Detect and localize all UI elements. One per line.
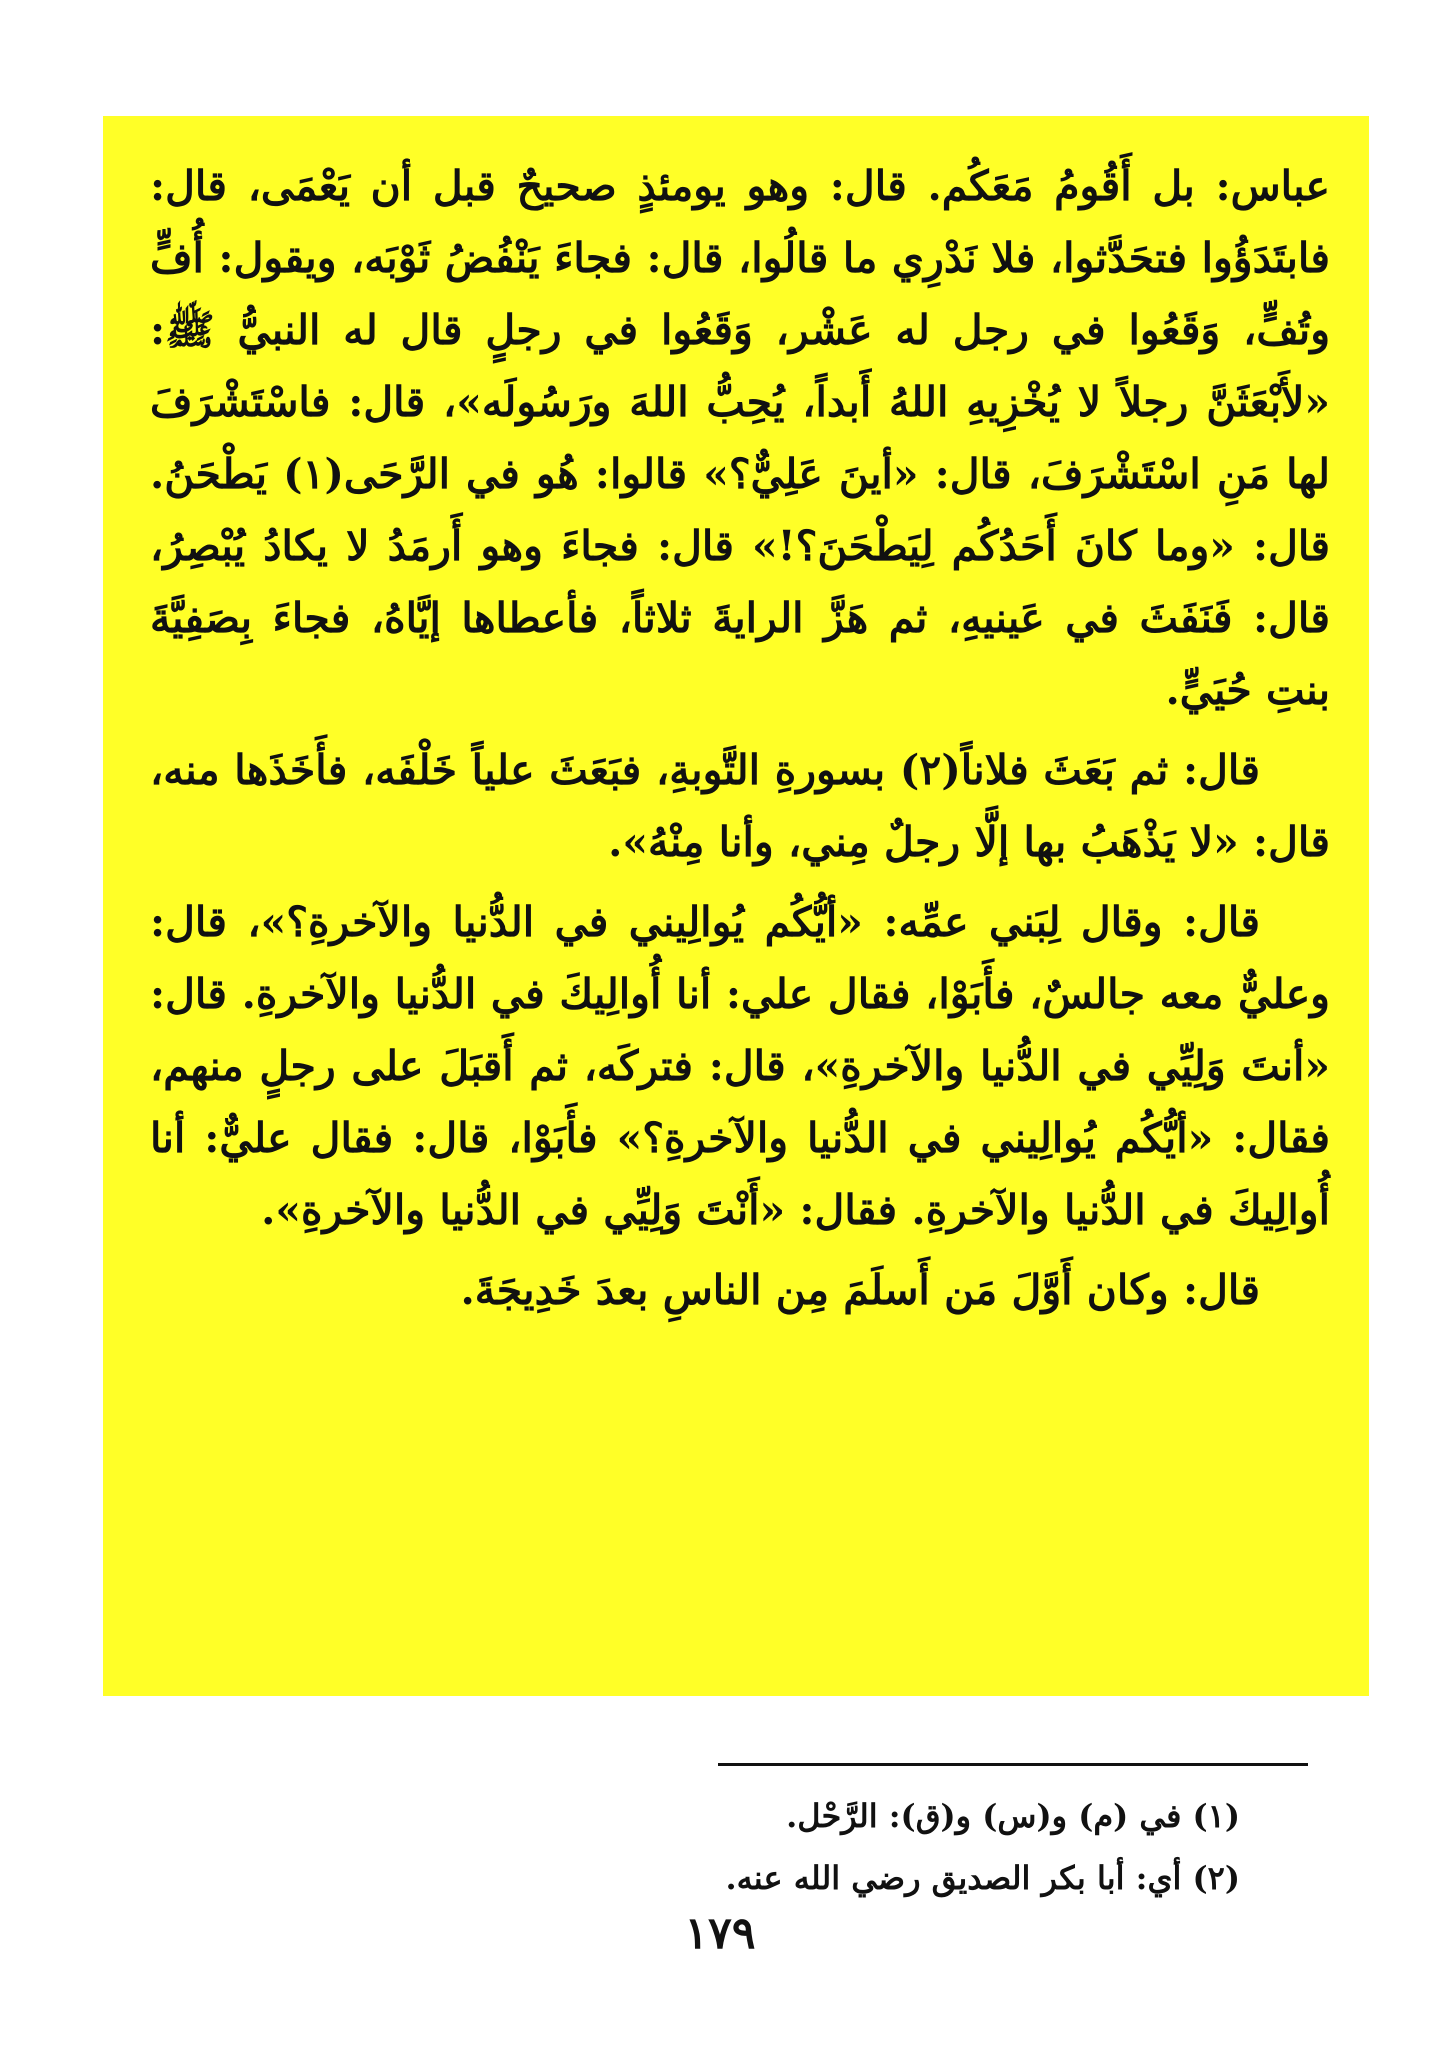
footnotes	[600, 1785, 1240, 1909]
footnote-separator	[718, 1763, 1308, 1766]
footnote-2: (٢) أي: أبا بكر الصديق رضي الله عنه.	[725, 1859, 1240, 1897]
page-number: ١٧٩	[684, 1908, 756, 1959]
paragraph-3: قال: وقال لِبَني عمِّه: «أيُّكُم يُوالِيني في الدُّنيا والآخرةِ؟»، قال: وعليٌّ معه جالسٌ، فأَبَوْا، فقال علي: أنا أُوالِيكَ في الدُّنيا والآخرةِ. قال: «أنتَ وَلِيِّي في الدُّنيا والآخرةِ»، قال: فتركَه، ثم أَقبَلَ على رجلٍ منهم، فقال: «أيُّكُم يُوالِيني في الدُّنيا والآخرةِ؟» فأَبَوْا، قال: فقال عليٌّ: أنا أُوالِيكَ في الدُّنيا والآخرةِ. فقال: «أَنْتَ وَلِيِّي في الدُّنيا والآخرةِ».	[150, 898, 1330, 1234]
paragraph-4: قال: وكان أَوَّلَ مَن أَسلَمَ مِن الناسِ بعدَ خَدِيجَةَ.	[460, 1266, 1260, 1314]
footnote-1: (١) في (م) و(س) و(ق): الرَّحْل.	[786, 1797, 1240, 1835]
paragraph-2: قال: ثم بَعَثَ فلاناً(٢) بسورةِ التَّوبةِ، فبَعَثَ علياً خَلْفَه، فأَخَذَها منه، قال: «لا يَذْهَبُ بها إلَّا رجلٌ مِني، وأنا مِنْهُ».	[150, 746, 1330, 866]
paragraph-1: عباس: بل أَقُومُ مَعَكُم. قال: وهو يومئذٍ صحيحٌ قبل أن يَعْمَى، قال: فابتَدَؤُوا فتحَدَّثوا، فلا نَدْرِي ما قالُوا، قال: فجاءَ يَنْفُضُ ثَوْبَه، ويقول: أُفٍّ وتُفٍّ، وَقَعُوا في رجل له عَشْر، وَقَعُوا في رجلٍ قال له النبيُّ ﷺ: «لأَبْعَثَنَّ رجلاً لا يُخْزِيهِ اللهُ أَبداً، يُحِبُّ اللهَ ورَسُولَه»، قال: فاسْتَشْرَفَ لها مَنِ اسْتَشْرَفَ، قال: «أينَ عَلِيٌّ؟» قالوا: هُو في الرَّحَى(١) يَطْحَنُ. قال: «وما كانَ أَحَدُكُم لِيَطْحَنَ؟!» قال: فجاءَ وهو أَرمَدُ لا يكادُ يُبْصِرُ، قال: فَنَفَثَ في عَينيهِ، ثم هَزَّ الرايةَ ثلاثاً، فأعطاها إيَّاهُ، فجاءَ بِصَفِيَّةَ بنتِ حُيَيٍّ.	[150, 162, 1331, 714]
main-text	[150, 150, 1330, 1326]
